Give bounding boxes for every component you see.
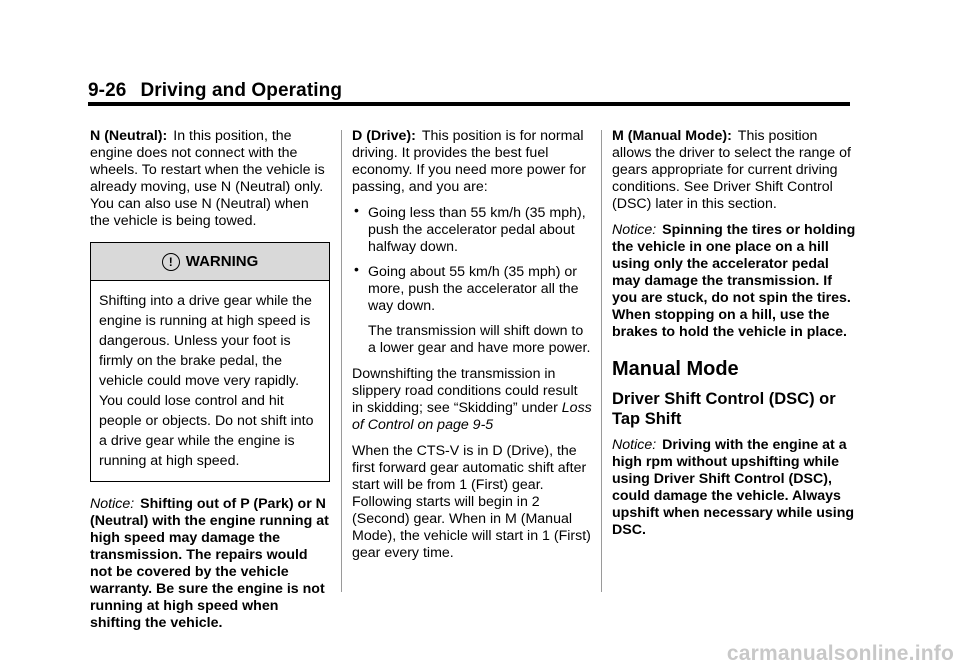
column-3 xyxy=(612,128,857,548)
neutral-text: In this position, the engine does not connect with the wheels. To restart when the vehicle is already moving, use N (Neutral) only. You can also use N (Neutral) when the vehicle is being towed. xyxy=(90,128,325,229)
section-title: Manual Mode xyxy=(612,358,739,380)
notice2-text: Driving with the engine at a high rpm without upshifting while using Driver Shift Control (DSC), could damage the vehicle. Always upshift when necessary while using DSC. xyxy=(612,437,855,538)
warning-circle-icon: ! xyxy=(162,253,180,271)
watermark: carmanualsonline.info xyxy=(726,642,954,665)
page-number: 9-26 xyxy=(88,80,127,101)
column-divider-1 xyxy=(341,130,342,592)
manual-label: M (Manual Mode): xyxy=(612,128,732,144)
list-item: • Going less than 55 km/h (35 mph), push the accelerator pedal about halfway down. xyxy=(352,205,592,256)
page-title: Driving and Operating xyxy=(140,80,343,101)
bullet-sub-text: The transmission will shift down to a lower gear and have more power. xyxy=(368,323,591,356)
notice1-text: Spinning the tires or holding the vehicle in one place on a hill using only the accelerator pedal may damage the transmission. If you are stuck, do not spin the tires. When stopping on a hill, use the brakes to hold the vehicle in place. xyxy=(612,222,856,340)
neutral-label: N (Neutral): xyxy=(90,128,168,144)
notice2-label: Notice: xyxy=(612,437,657,453)
notice-text: Shifting out of P (Park) or N (Neutral) with the engine running at high speed may damage the transmission. The repairs would not be covered by the vehicle warranty. Be sure the engine is not running at high speed when shifting the vehicle. xyxy=(90,496,329,631)
drive-bullets xyxy=(352,205,592,357)
list-item: • Going about 55 km/h (35 mph) or more, push the accelerator all the way down. The transmission will shift down to a lower gear and have more power. xyxy=(352,264,592,357)
drive-label: D (Drive): xyxy=(352,128,416,144)
warning-text: Shifting into a drive gear while the engine is running at high speed is dangerous. Unless your foot is firmly on the brake pedal, the vehicle could move very rapidly. You could lose control and hit people or objects. Do not shift into a drive gear while the engine is running at high speed. xyxy=(99,293,314,469)
neutral-paragraph xyxy=(90,128,330,230)
column-divider-2 xyxy=(601,130,602,592)
manual-paragraph xyxy=(612,128,857,213)
notice1-label: Notice: xyxy=(612,222,657,238)
downshift-paragraph xyxy=(352,366,592,434)
notice-label: Notice: xyxy=(90,496,135,512)
subsection-title: Driver Shift Control (DSC) or Tap Shift xyxy=(612,390,836,428)
notice2-paragraph xyxy=(612,437,857,539)
page-header xyxy=(88,80,850,104)
warning-title: WARNING xyxy=(185,253,259,270)
downshift-reference-link[interactable]: Loss of Control on page 9-5 xyxy=(352,400,592,433)
notice1-paragraph xyxy=(612,222,857,341)
warning-header xyxy=(91,243,329,281)
notice-paragraph xyxy=(90,496,330,632)
manual-text: This position allows the driver to select the range of gears appropriate for current driving conditions. See Driver Shift Control (DSC) later in this section. xyxy=(612,128,851,212)
drive-paragraph xyxy=(352,128,592,196)
header-rule xyxy=(88,102,850,106)
warning-box xyxy=(90,242,330,482)
cts-paragraph: When the CTS-V is in D (Drive), the first forward gear automatic shift after start will be from 1 (First) gear. Following starts will begin in 2 (Second) gear. When in M (Manual Mode), the vehicle will start in 1 (First) gear every time. xyxy=(352,443,591,561)
column-2 xyxy=(352,128,592,571)
drive-text: This position is for normal driving. It provides the best fuel economy. If you need more power for passing, and you are: xyxy=(352,128,586,195)
downshift-text: Downshifting the transmission in slippery road conditions could result in skidding; see “Skidding” under xyxy=(352,366,578,416)
column-1 xyxy=(90,128,330,641)
